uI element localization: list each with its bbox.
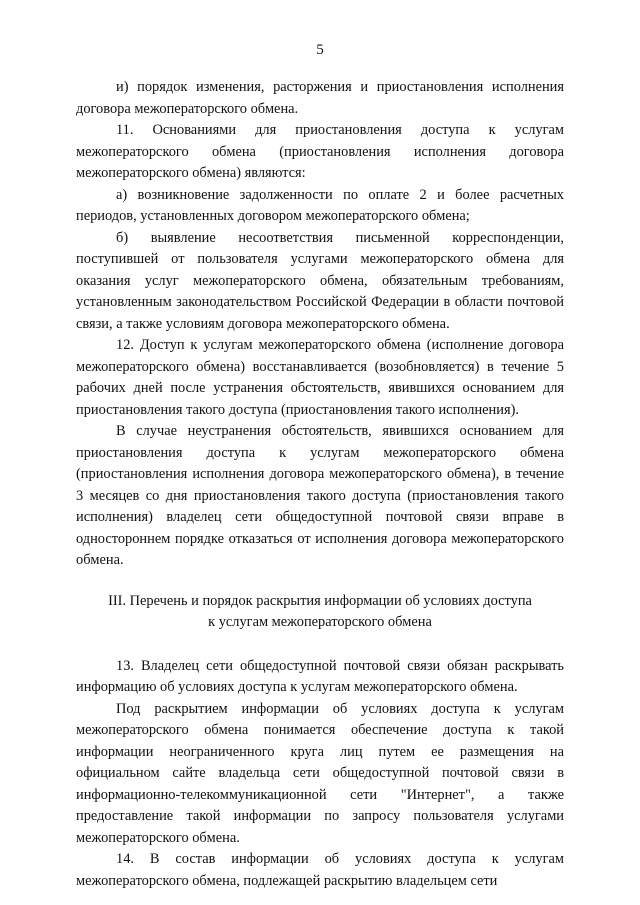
paragraph-13: 13. Владелец сети общедоступной почтовой связи обязан раскрывать информацию об условиях доступа к услугам межоператорского обмена.	[76, 657, 564, 695]
paragraph-12-continuation: В случае неустранения обстоятельств, явившихся основанием для приостановления доступа к услугам межоператорского обмена (приостановления исполнения договора межоператорского обмена), в течение 3 месяцев со дня приостановления такого доступа (приостановления такого исполнения) владелец сети общедоступной почтовой связи вправе в одностороннем порядке отказаться от исполнения договора межоператорского обмена.	[76, 423, 564, 568]
paragraph-item-b: б) выявление несоответствия письменной корреспонденции, поступившей от пользователя услугами межоператорского обмена для оказания услуг межоператорского обмена, обязательным требованиям, установленным законодательством Российской Федерации в области почтовой связи, а также условиям договора межоператорского обмена.	[76, 229, 564, 332]
page-number: 5	[316, 42, 324, 58]
spacer	[76, 634, 564, 656]
paragraph-14: 14. В состав информации об условиях доступа к услугам межоператорского обмена, подлежащей раскрытию владельцем сети	[76, 851, 564, 889]
document-body	[76, 77, 564, 892]
section-heading-line-2: к услугам межоператорского обмена	[208, 614, 432, 630]
spacer	[76, 572, 564, 591]
paragraph-item-a: а) возникновение задолженности по оплате 2 и более расчетных периодов, установленных договором межоператорского обмена;	[76, 186, 564, 224]
paragraph-12: 12. Доступ к услугам межоператорского обмена (исполнение договора межоператорского обмена) восстанавливается (возобновляется) в течение 5 рабочих дней после устранения обстоятельств, явившихся основанием для приостановления такого доступа (приостановления такого исполнения).	[76, 337, 564, 418]
paragraph-11: 11. Основаниями для приостановления доступа к услугам межоператорского обмена (приостановления исполнения договора межоператорского обмена) являются:	[76, 122, 564, 181]
section-heading-line-1: III. Перечень и порядок раскрытия информации об условиях доступа	[108, 592, 532, 609]
paragraph-item-i: и) порядок изменения, расторжения и приостановления исполнения договора межоператорского обмена.	[76, 79, 564, 117]
paragraph-13-continuation: Под раскрытием информации об условиях доступа к услугам межоператорского обмена понимается обеспечение доступа к такой информации неограниченного круга лиц путем ее размещения на официальном сайте владельца сети общедоступной почтовой связи в информационно-телекоммуникационной сети "Интернет", а также предоставление такой информации по запросу пользователя услугами межоператорского обмена.	[76, 700, 564, 846]
